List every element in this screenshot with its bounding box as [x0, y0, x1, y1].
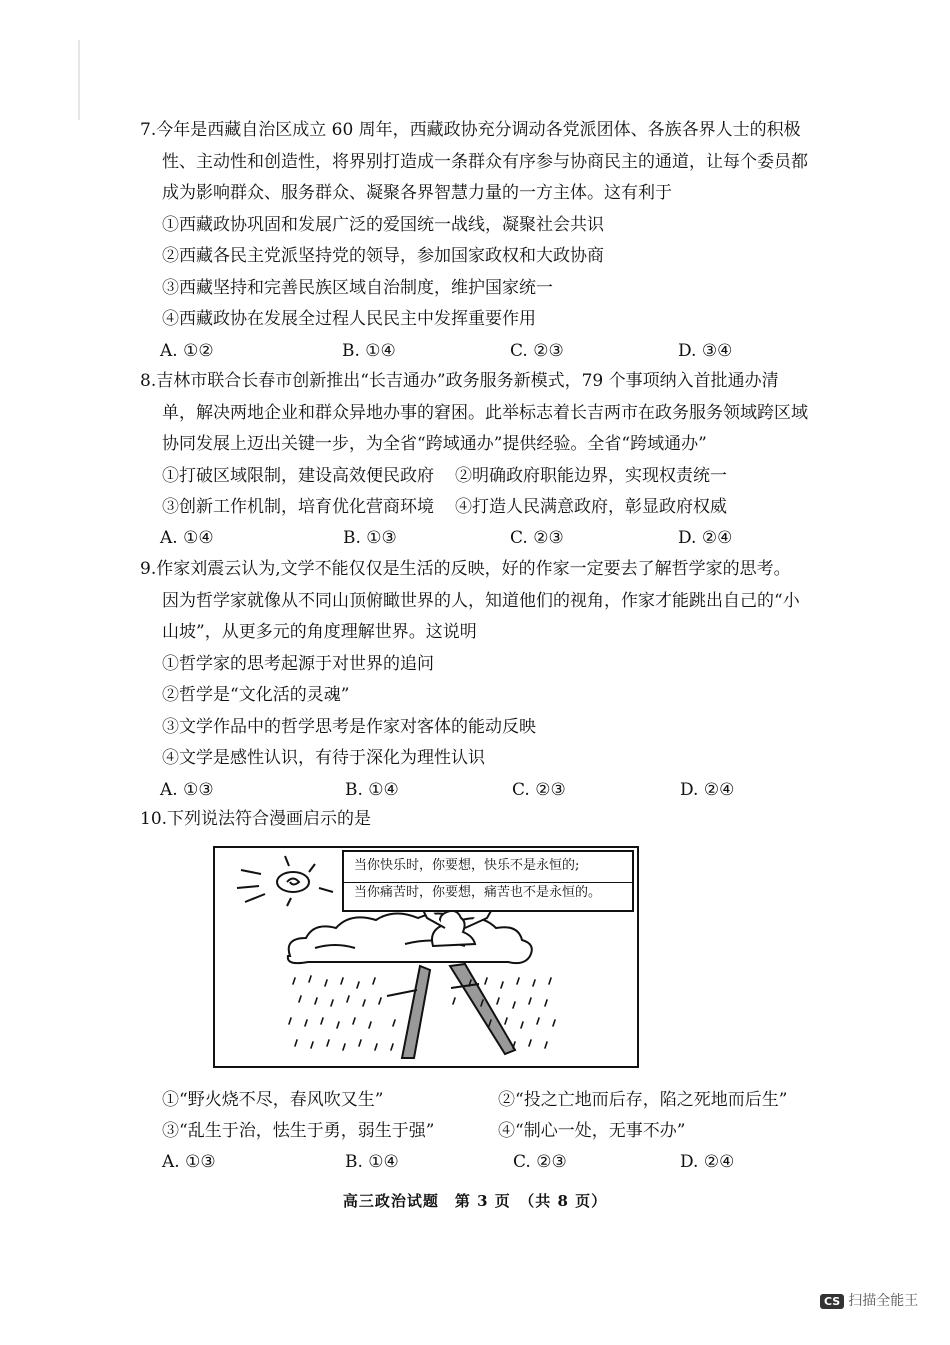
- answer-options: [140, 1147, 810, 1178]
- page-footer: 高三政治试题 第 3 页 （共 8 页）: [342, 1192, 608, 1210]
- option-b[interactable]: B. ①④: [342, 340, 396, 361]
- option-b[interactable]: B. ①④: [345, 779, 399, 800]
- statement-item: ②明确政府职能边界，实现权责统一: [455, 465, 727, 486]
- statement-row: [140, 492, 810, 523]
- statement-item: ②“投之亡地而后存，陷之死地而后生”: [498, 1090, 788, 1110]
- statement-item: ①哲学家的思考起源于对世界的追问: [162, 653, 434, 674]
- question-9: [140, 554, 810, 806]
- statement-item: ③创新工作机制，培育优化营商环境: [162, 496, 434, 517]
- statement-item: ③西藏坚持和完善民族区域自治制度，维护国家统一: [162, 277, 553, 298]
- question-10: [140, 804, 810, 836]
- comic-caption-line: 当你痛苦时，你要想，痛苦也不是永恒的。: [354, 885, 602, 900]
- answer-options: [140, 336, 810, 367]
- question-8: [140, 366, 810, 554]
- cloud: [288, 913, 532, 963]
- statement-item: ②西藏各民主党派坚持党的领导，参加国家政权和大政协商: [162, 246, 604, 266]
- option-d[interactable]: D. ②④: [678, 527, 733, 548]
- option-c[interactable]: C. ②③: [513, 1152, 567, 1172]
- answer-options: [140, 523, 810, 554]
- option-d[interactable]: D. ③④: [678, 340, 733, 361]
- scan-edge-mark: [78, 40, 80, 120]
- question-stem-line: 7.今年是西藏自治区成立 60 周年，西藏政协充分调动各党派团体、各族各界人士的积极: [140, 120, 801, 140]
- statement-item: ②哲学是“文化活的灵魂”: [162, 685, 350, 705]
- scanner-watermark: [820, 1290, 918, 1310]
- option-a[interactable]: A. ①③: [160, 779, 214, 800]
- question-stem-line: 单，解决两地企业和群众异地办事的窘困。此举标志着长吉两市在政务服务领域跨区域: [162, 402, 808, 423]
- comic-caption-line: 当你快乐时，你要想，快乐不是永恒的;: [354, 858, 580, 873]
- statement-row: [140, 461, 810, 492]
- option-c[interactable]: C. ②③: [512, 779, 566, 800]
- comic-illustration: [213, 846, 639, 1068]
- option-a[interactable]: A. ①③: [162, 1152, 216, 1172]
- statement-item: ③“乱生于治，怯生于勇，弱生于强”: [162, 1121, 435, 1141]
- option-d[interactable]: D. ②④: [680, 779, 735, 800]
- question-stem-line: 成为影响群众、服务群众、凝聚各界智慧力量的一方主体。这有利于: [162, 183, 672, 203]
- option-c[interactable]: C. ②③: [510, 340, 564, 361]
- statement-row: [140, 1116, 810, 1147]
- option-b[interactable]: B. ①④: [345, 1152, 399, 1172]
- comic-caption-box: [342, 850, 634, 912]
- statement-item: ④打造人民满意政府，彰显政府权威: [455, 496, 727, 517]
- question-stem-line: 9.作家刘震云认为,文学不能仅仅是生活的反映，好的作家一定要去了解哲学家的思考。: [140, 559, 791, 579]
- statement-item: ④文学是感性认识，有待于深化为理性认识: [162, 748, 485, 768]
- question-stem-line: 8.吉林市联合长春市创新推出“长吉通办”政务服务新模式，79 个事项纳入首批通办清: [140, 371, 779, 391]
- question-stem-line: 性、主动性和创造性，将界别打造成一条群众有序参与协商民主的通道，让每个委员都: [162, 151, 808, 172]
- statement-item: ④西藏政协在发展全过程人民民主中发挥重要作用: [162, 309, 536, 329]
- option-a[interactable]: A. ①②: [160, 340, 214, 361]
- stilts: [387, 964, 515, 1058]
- statement-item: ①西藏政协巩固和发展广泛的爱国统一战线，凝聚社会共识: [162, 214, 604, 235]
- sun-icon: [237, 856, 333, 906]
- watermark-text: 扫描全能王: [848, 1293, 919, 1309]
- question-stem-line: 协同发展上迈出关键一步，为全省“跨域通办”提供经验。全省“跨域通办”: [162, 434, 707, 454]
- question-stem-line: 10.下列说法符合漫画启示的是: [140, 809, 372, 829]
- question-7: [140, 115, 810, 367]
- camscanner-logo-icon: CS: [820, 1294, 844, 1309]
- option-d[interactable]: D. ②④: [680, 1152, 735, 1172]
- statement-item: ④“制心一处，无事不办”: [498, 1121, 686, 1141]
- statement-item: ①打破区域限制，建设高效便民政府: [162, 465, 434, 486]
- option-b[interactable]: B. ①③: [343, 527, 397, 548]
- question-stem-line: 因为哲学家就像从不同山顶俯瞰世界的人，知道他们的视角，作家才能跳出自己的“小: [162, 590, 800, 611]
- caption-divider: [344, 882, 632, 883]
- option-a[interactable]: A. ①④: [160, 527, 214, 548]
- statement-item: ①“野火烧不尽，春风吹又生”: [162, 1090, 384, 1110]
- option-c[interactable]: C. ②③: [510, 527, 564, 548]
- question-stem-line: 山坡”，从更多元的角度理解世界。这说明: [162, 622, 477, 642]
- statement-row: [140, 1085, 810, 1116]
- statement-item: ③文学作品中的哲学思考是作家对客体的能动反映: [162, 716, 536, 737]
- question-10-choices: [140, 1085, 810, 1178]
- answer-options: [140, 775, 810, 806]
